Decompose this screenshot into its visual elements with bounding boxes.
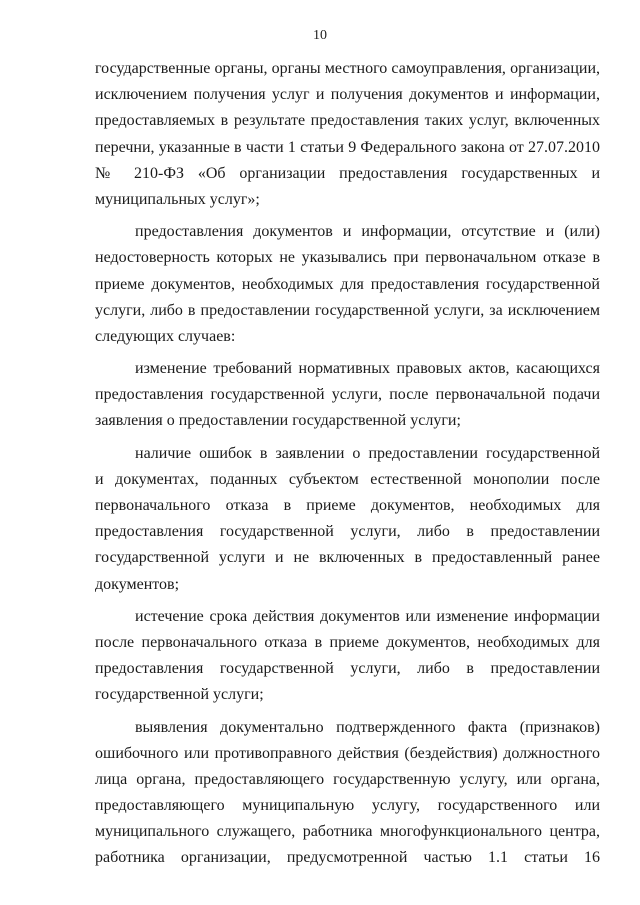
text-line: № 210-ФЗ «Об организации предоставления государственных и [95, 164, 600, 182]
text-line: услуги, либо в предоставлении государственной услуги, за исключением [95, 301, 600, 319]
text-line: после первоначального отказа в приеме документов, необходимых для [95, 633, 600, 651]
text-line: наличие ошибок в заявлении о предоставлении государственной [135, 444, 600, 462]
paragraph-5 [95, 604, 600, 709]
text-line: и документах, поданных субъектом естественной монополии после [95, 470, 600, 488]
text-line: документов; [95, 575, 180, 593]
text-line: предоставления документов и информации, отсутствие и (или) [135, 223, 600, 241]
text-line: работника организации, предусмотренной частью 1.1 статьи 16 [95, 849, 600, 867]
text-line: предоставления государственной услуги, либо в предоставлении [95, 523, 600, 541]
body-text [95, 56, 600, 872]
text-line: следующих случаев: [95, 327, 236, 345]
text-line: государственной услуги и не включенных в предоставленный ранее [95, 549, 600, 567]
text-line: недостоверность которых не указывались при первоначальном отказе в [95, 249, 600, 267]
text-line: предоставления государственной услуги, после первоначальной подачи [95, 386, 600, 404]
paragraph-1 [95, 56, 600, 213]
text-line: государственные органы, органы местного самоуправления, организации, [95, 60, 600, 77]
text-line: заявления о предоставлении государственной услуги; [95, 412, 461, 430]
text-line: исключением получения услуг и получения документов и информации, [95, 86, 600, 104]
text-line: перечни, указанные в части 1 статьи 9 Федерального закона от 27.07.2010 [95, 138, 600, 156]
text-line: муниципальных услуг»; [95, 190, 260, 208]
paragraph-4 [95, 441, 600, 598]
text-line: первоначального отказа в приеме документов, необходимых для [95, 497, 600, 514]
text-line: государственной услуги; [95, 686, 264, 704]
text-line: предоставляемых в результате предоставления таких услуг, включенных [95, 112, 600, 130]
text-line: выявления документально подтвержденного факта (признаков) [135, 718, 600, 736]
text-line: муниципального служащего, работника многофункционального центра, [95, 823, 600, 841]
page-number: 10 [313, 28, 327, 43]
text-line: предоставления государственной услуги, либо в предоставлении [95, 660, 600, 678]
text-line: изменение требований нормативных правовых актов, касающихся [135, 360, 600, 378]
text-line: лица органа, предоставляющего государственную услугу, или органа, [95, 770, 600, 788]
text-line: предоставляющего муниципальную услугу, государственного или [95, 797, 600, 815]
paragraph-6 [95, 715, 600, 872]
text-line: приеме документов, необходимых для предоставления государственной [95, 275, 600, 293]
text-line: ошибочного или противоправного действия (бездействия) должностного [95, 744, 600, 762]
paragraph-3 [95, 356, 600, 435]
text-line: истечение срока действия документов или изменение информации [135, 607, 600, 625]
paragraph-2 [95, 219, 600, 350]
